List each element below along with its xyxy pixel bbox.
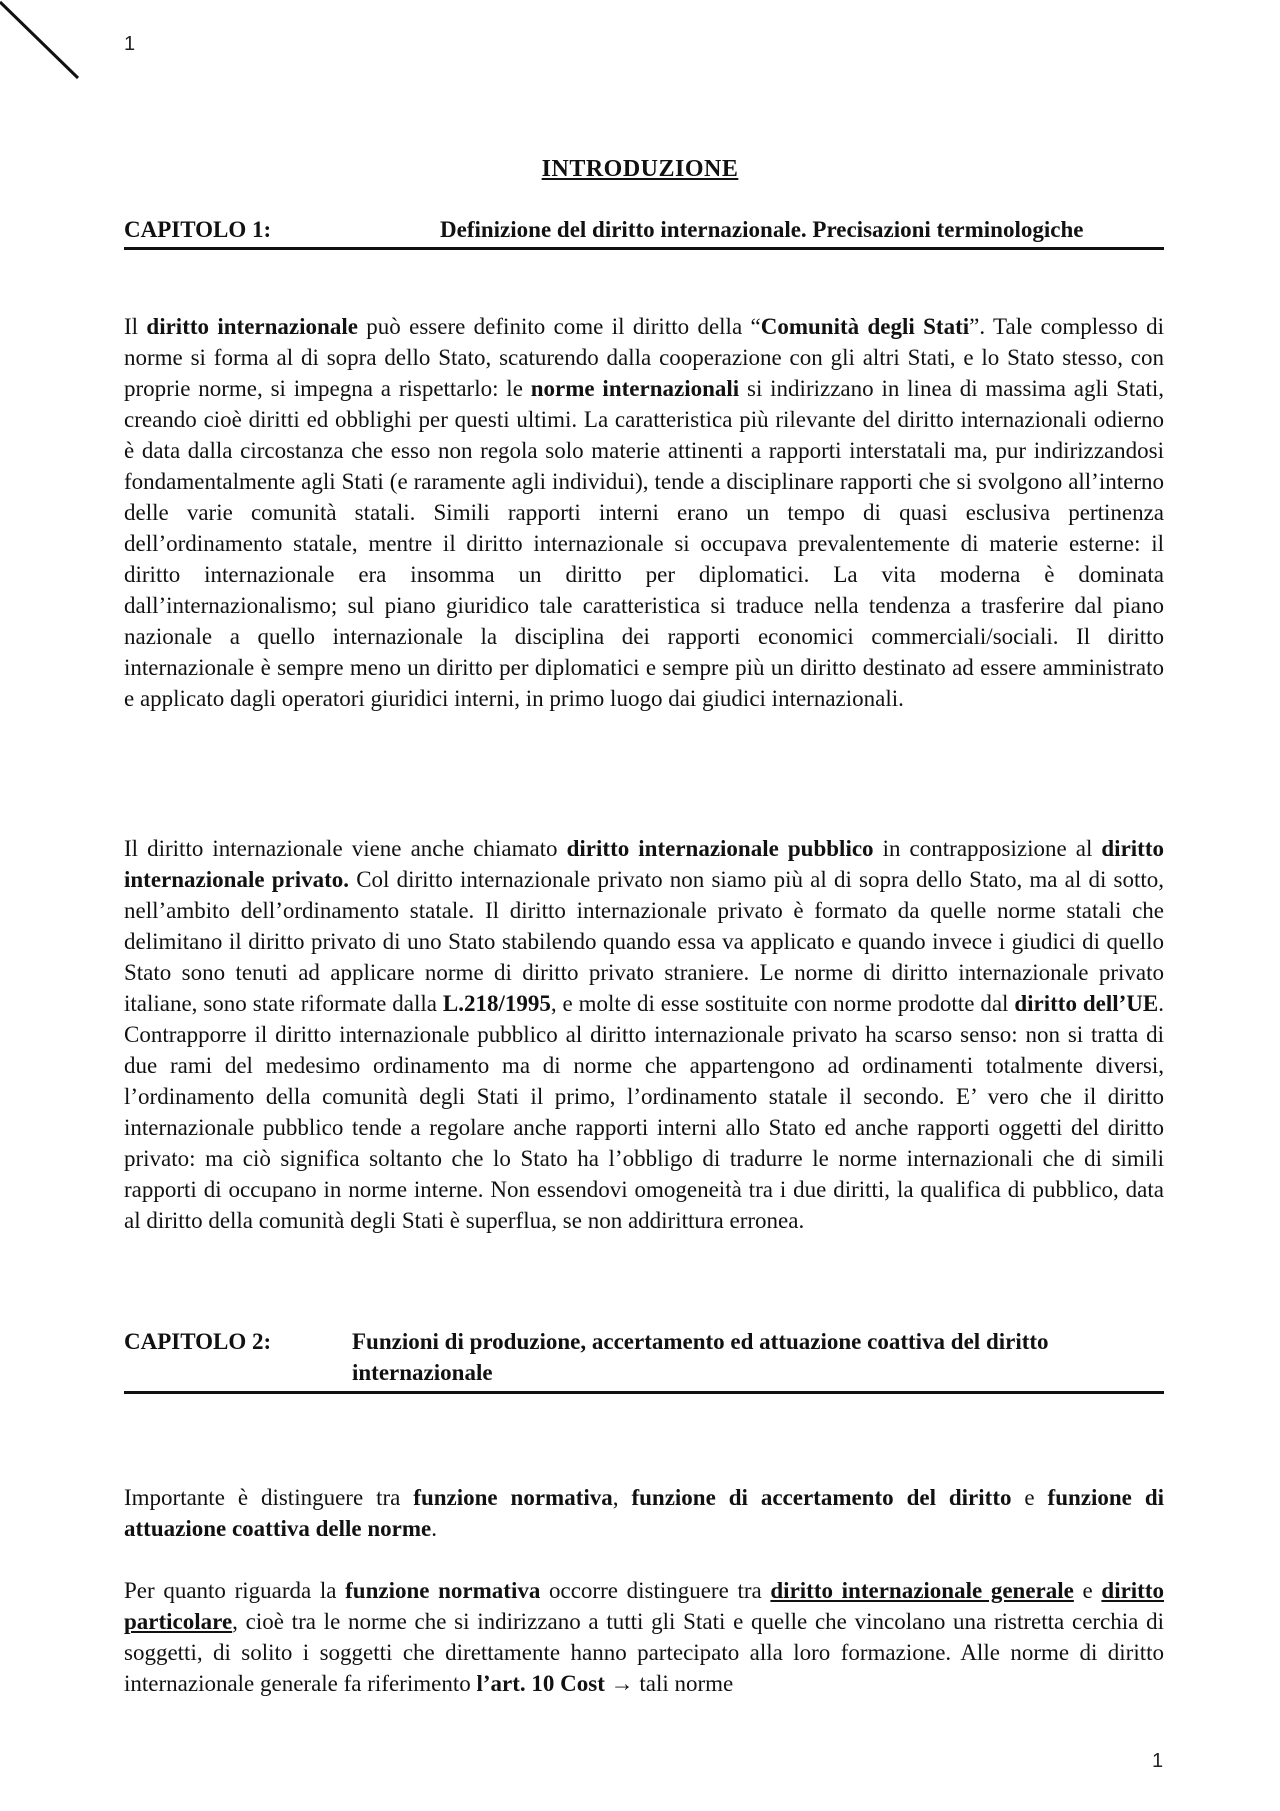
paragraph-3: Importante è distinguere tra funzione normativa, funzione di accertamento del diritto e funzione di attuazione coattiva delle norme. [124, 1485, 1164, 1541]
paragraph-1: Il diritto internazionale può essere definito come il diritto della “Comunità degli Stati”. Tale complesso di norme si forma al di sopra dello Stato, scaturendo dalla cooperazione con gli altri Stati, e lo Stato stesso, con proprie norme, si impegna a rispettarlo: le norme internazionali si indirizzano in linea di massima agli Stati, creando cioè diritti ed obblighi per questi ultimi. La caratteristica più rilevante del diritto internazionali odierno è data dalla circostanza che esso non regola solo materie attinenti a rapporti interstatali ma, pur indirizzandosi fondamentalmente agli Stati (e raramente agli individui), tende a disciplinare rapporti che si svolgono all’interno delle varie comunità statali. Simili rapporti interni erano un tempo di quasi esclusiva pertinenza dell’ordinamento statale, mentre il diritto internazionale si occupava prevalentemente di materie esterne: il diritto internazionale era insomma un diritto per diplomatici. La vita moderna è dominata dall’internazionalismo; sul piano giuridico tale caratteristica si traduce nella tendenza a trasferire dal piano nazionale a quello internazionale la disciplina dei rapporti economici commerciali/sociali. Il diritto internazionale è sempre meno un diritto per diplomatici e sempre più un diritto destinato ad essere amministrato e applicato dagli operatori giuridici interni, in primo luogo dai giudici internazionali. [124, 314, 1164, 711]
chapter-1-heading [124, 214, 1164, 254]
page-title-text: INTRODUZIONE [541, 156, 739, 182]
chapter-1-label: CAPITOLO 1: [124, 217, 272, 242]
chapter-1-rule [124, 247, 1164, 250]
paragraph-2: Il diritto internazionale viene anche chiamato diritto internazionale pubblico in contrapposizione al diritto internazionale privato. Col diritto internazionale privato non siamo più al di sopra dello Stato, ma al di sotto, nell’ambito dell’ordinamento statale. Il diritto internazionale privato è formato da quelle norme statali che delimitano il diritto privato di uno Stato stabilendo quando essa va applicato e quando invece i giudici di quello Stato sono tenuti ad applicare norme di diritto privato straniere. Le norme di diritto internazionale privato italiane, sono state riformate dalla L.218/1995, e molte di esse sostituite con norme prodotte dal diritto dell’UE. Contrapporre il diritto internazionale pubblico al diritto internazionale privato ha scarso senso: non si tratta di due rami del medesimo ordinamento ma di norme che appartengono ad ordinamenti totalmente diversi, l’ordinamento della comunità degli Stati il primo, l’ordinamento statale il secondo. E’ vero che il diritto internazionale pubblico tende a regolare anche rapporti interni allo Stato ed anche rapporti oggetti del diritto privato: ma ciò significa soltanto che lo Stato ha l’obbligo di tradurre le norme internazionali che di simili rapporti di occupano in norme interne. Non essendovi omogeneità tra i due diritti, la qualifica di pubblico, data al diritto della comunità degli Stati è superflua, se non addirittura erronea. [124, 836, 1164, 1233]
page-number-top: 1 [124, 33, 136, 55]
page-title [0, 156, 1280, 183]
paragraph-4: Per quanto riguarda la funzione normativa occorre distinguere tra diritto internazionale generale e diritto particolare, cioè tra le norme che si indirizzano a tutti gli Stati e quelle che vincolano una ristretta cerchia di soggetti, di solito i soggetti che direttamente hanno partecipato alla loro formazione. Alle norme di diritto internazionale generale fa riferimento l’art. 10 Cost → tali norme [124, 1578, 1165, 1696]
chapter-1-title: Definizione del diritto internazionale. Precisazioni terminologiche [440, 217, 1084, 242]
page-number-bottom: 1 [1152, 1750, 1164, 1772]
arrow-icon: → [610, 1671, 634, 1696]
chapter-2-heading [124, 1326, 1164, 1398]
chapter-2-label: CAPITOLO 2: [124, 1329, 272, 1354]
chapter-2-rule [124, 1391, 1164, 1394]
chapter-2-title-line-1: Funzioni di produzione, accertamento ed attuazione coattiva del diritto [352, 1329, 1049, 1354]
corner-crop-mark [0, 0, 90, 90]
chapter-2-title-line-2: internazionale [352, 1360, 493, 1385]
